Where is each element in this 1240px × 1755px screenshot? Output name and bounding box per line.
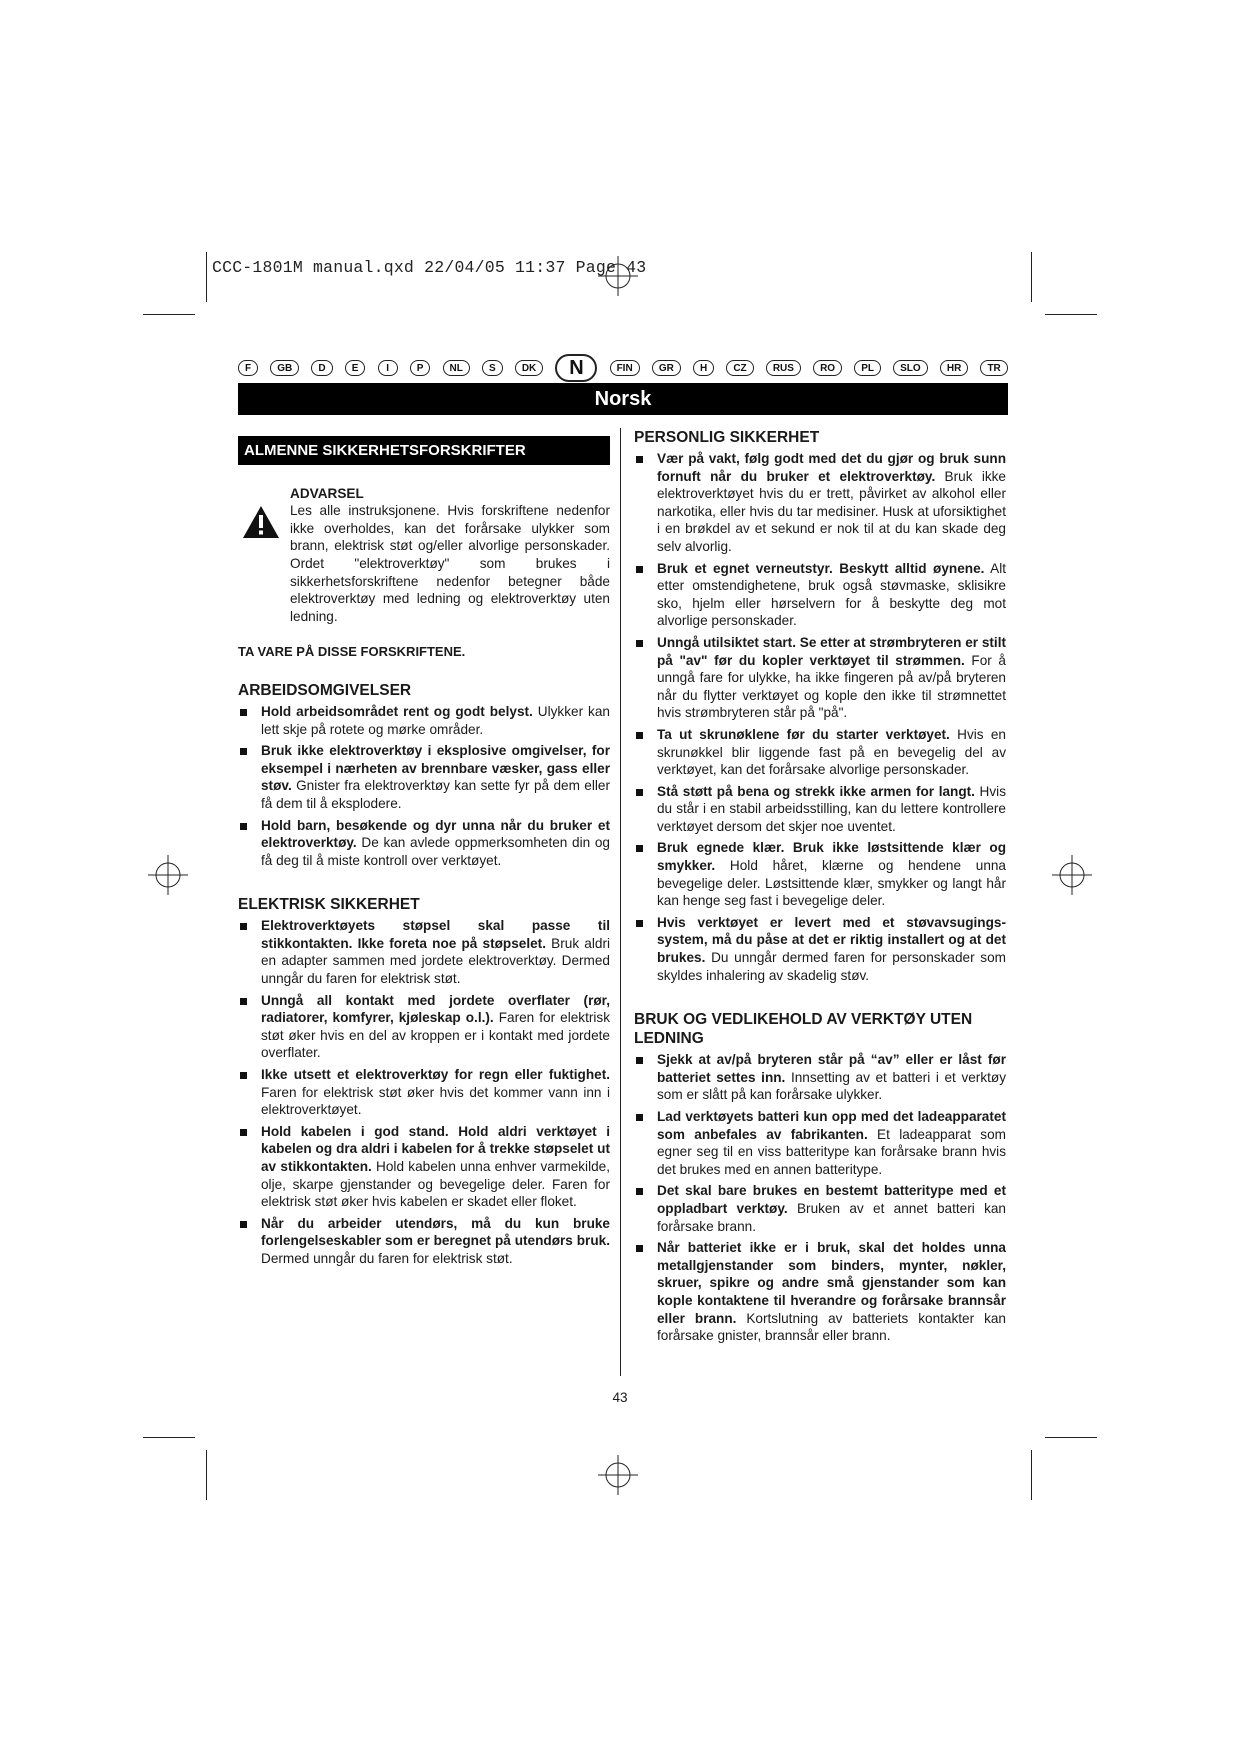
list-item-lead: Når batteriet ikke er i bruk, skal det holdes unna metallgjenstander som binders, mynter, nøkler, skruer, spikre og andre små gjenstander som kan kople kontaktene til hverandre og forårsake brannsår eller brann. <box>657 1240 1006 1326</box>
crop-mark <box>206 252 207 302</box>
warning-title: ADVARSEL <box>290 485 364 501</box>
crop-mark <box>143 1437 195 1438</box>
list-item-text: Alt etter omstendighetene, bruk også støvmaske, sklisikre sko, hjelm eller hørselvern for å beskytte deg mot alvorlige personskader. <box>657 560 1007 629</box>
list-item <box>238 817 610 870</box>
list-item-text: Kortslutning av batteriets kontakter kan forårsake gnister, brannsår eller brann. <box>657 1310 1006 1344</box>
language-tab-n: N <box>555 354 597 382</box>
language-tab-fin: FIN <box>610 360 640 376</box>
list-item-text: Faren for elektrisk støt øker hvis en del av kroppen er i kontakt med jordete overflater. <box>261 1010 610 1061</box>
column-divider <box>620 428 621 1376</box>
right-column <box>634 428 1006 1349</box>
list-item-lead: Ta ut skrunøklene før du starter verktøyet. <box>657 726 950 742</box>
language-tab-pl: PL <box>854 360 881 376</box>
warning-text: Les alle instruksjonene. Hvis forskriftene nedenfor ikke overholdes, kan det forårsake ulykker som brann, elektrisk støt og/eller alvorlige personskader. Ordet "elektroverktøy" som brukes i sikkerhetsforskriftene nedenfor betegner både elektroverktøy med ledning og elektroverktøy uten ledning. <box>290 503 610 624</box>
list-item-text: Hvis du står i en stabil arbeidsstilling, kan du lettere kontrollere verktøyet dersom det skjer noe uventet. <box>657 783 1006 834</box>
list-item-text: Bruken av et annet batteri kan forårsake brann. <box>657 1200 1006 1234</box>
list-item <box>634 1108 1006 1178</box>
list-item-lead: Bruk et egnet verneutstyr. Beskytt alltid øynene. <box>657 560 985 576</box>
list-item-text: Du unngår dermed faren for personskader som skyldes inhalering av skadelig støv. <box>657 950 1006 983</box>
language-tab-nl: NL <box>443 360 470 376</box>
keep-instructions-notice: TA VARE PÅ DISSE FORSKRIFTENE. <box>238 644 466 660</box>
list-item-text: Innsetting av et batteri i et verktøy som er slått på kan forårsake ulykker. <box>657 1069 1006 1103</box>
section-heading: BRUK OG VEDLIKEHOLD AV VERKTØY UTEN LEDNING <box>634 1011 973 1048</box>
list-item <box>634 560 1006 630</box>
list-item-text: Bruk aldri en adapter sammen med jordete elektroverktøy. Dermed unngår du faren for elektrisk støt. <box>261 935 610 987</box>
language-tab-hr: HR <box>940 360 968 376</box>
list-item <box>634 914 1006 984</box>
list-item-lead: Bruk egnede klær. Bruk ikke løstsittende klær og smykker. <box>657 840 1006 874</box>
section-heading: ARBEIDSOMGIVELSER <box>238 681 412 699</box>
list-item <box>238 703 610 738</box>
registration-mark-icon <box>1052 855 1092 895</box>
crop-mark <box>206 1450 207 1500</box>
print-slug: CCC-1801M manual.qxd 22/04/05 11:37 Page 43 <box>212 258 647 277</box>
list-item-lead: Sjekk at av/på bryteren står på “av” eller er låst før batteriet settes inn. <box>657 1052 1006 1085</box>
list-item-text: Hold håret, klærne og hendene unna bevegelige deler. Løstsittende klær, smykker og langt hår kan henge seg fast i bevegelige deler. <box>657 858 1006 909</box>
language-tab-rus: RUS <box>766 360 801 376</box>
warning-triangle-icon <box>242 505 280 539</box>
list-item <box>238 1123 610 1211</box>
list-item-lead: Ikke utsett et elektroverktøy for regn eller fuktighet. <box>261 1067 610 1083</box>
crop-mark <box>1031 1450 1032 1500</box>
list-item <box>634 1182 1006 1235</box>
list-item <box>634 1239 1006 1345</box>
language-tab-s: S <box>482 360 503 376</box>
language-tab-tr: TR <box>980 360 1007 376</box>
language-tab-f: F <box>238 360 258 376</box>
list-item-lead: Bruk ikke elektroverktøy i eksplosive omgivelser, for eksempel i nærheten av brennbare væsker, gass eller støv. <box>261 743 610 794</box>
page-title: Norsk <box>238 383 1008 415</box>
list-item-lead: Når du arbeider utendørs, må du kun bruke forlengelseskabler som er beregnet på utendørs bruk. <box>261 1215 610 1249</box>
crop-mark <box>143 314 195 315</box>
list-item <box>238 742 610 812</box>
section-heading: ELEKTRISK SIKKERHET <box>238 896 420 914</box>
language-tab-gr: GR <box>652 360 681 376</box>
list-item-text: Hold kabelen unna enhver varmekilde, olje, skarpe gjenstander og bevegelige deler. Faren for elektrisk støt øker hvis kabelen er skadet eller floket. <box>261 1159 610 1210</box>
section-heading: PERSONLIG SIKKERHET <box>634 429 820 446</box>
list-item <box>634 783 1006 836</box>
list-item-text: Hvis en skrunøkkel blir liggende fast på en bevegelig del av verktøyet, kan det forårsake alvorlige personskader. <box>657 726 1006 778</box>
language-tab-gb: GB <box>270 360 299 376</box>
language-tab-ro: RO <box>813 360 842 376</box>
crop-mark <box>1045 1437 1097 1438</box>
language-tab-i: I <box>378 360 398 376</box>
registration-mark-icon <box>598 1455 638 1495</box>
list-item <box>634 634 1006 722</box>
list-item-lead: Lad verktøyets batteri kun opp med det ladeapparatet som anbefales av fabrikanten. <box>657 1109 1006 1142</box>
list-item-text: De kan avlede oppmerksomheten din og få deg til å miste kontroll over verktøyet. <box>261 835 610 868</box>
list-item <box>238 1066 610 1119</box>
list-item-lead: Det skal bare brukes en bestemt batteritype med et oppladbart verktøy. <box>657 1183 1006 1216</box>
list-item <box>634 726 1006 779</box>
language-tab-e: E <box>345 360 366 376</box>
language-tab-d: D <box>311 360 332 376</box>
list-item-lead: Stå støtt på bena og strekk ikke armen for langt. <box>657 783 975 799</box>
list-item-lead: Vær på vakt, følg godt med det du gjør og bruk sunn fornuft når du bruker et elektroverktøy. <box>657 451 1006 484</box>
section-title-bar: ALMENNE SIKKERHETSFORSKRIFTER <box>238 436 610 465</box>
language-tab-p: P <box>410 360 431 376</box>
left-column <box>238 428 610 1272</box>
crop-mark <box>1031 252 1032 302</box>
list-item <box>634 839 1006 909</box>
list-item-lead: Elektroverktøyets støpsel skal passe til stikkontakten. Ikke foreta noe på støpselet. <box>261 918 610 951</box>
language-tab-cz: CZ <box>726 360 753 376</box>
list-item <box>238 992 610 1062</box>
bullet-list <box>238 703 610 869</box>
crop-mark <box>1045 314 1097 315</box>
list-item-text: Dermed unngår du faren for elektrisk støt. <box>261 1250 513 1266</box>
left-sections <box>238 681 610 1268</box>
warning-block <box>238 485 610 626</box>
bullet-list <box>634 450 1006 984</box>
list-item <box>238 917 610 987</box>
list-item-text: Gnister fra elektroverktøy kan sette fyr på dem eller få dem til å eksplodere. <box>261 778 610 811</box>
list-item-lead: Unngå all kontakt med jordete overflater (rør, radiatorer, komfyrer, kjøleskap o.l.). <box>261 992 610 1026</box>
page-number: 43 <box>612 1390 628 1405</box>
list-item <box>634 450 1006 556</box>
language-tabs <box>238 353 1008 383</box>
list-item-lead: Unngå utilsiktet start. Se etter at strømbryteren er stilt på "av" før du kopler verktøyet til strømmen. <box>657 634 1006 668</box>
language-tab-h: H <box>693 360 714 376</box>
list-item-lead: Hvis verktøyet er levert med et støvavsugings-system, må du påse at det er riktig installert og at det brukes. <box>657 914 1006 966</box>
bullet-list <box>634 1051 1006 1345</box>
language-tab-slo: SLO <box>893 360 928 376</box>
list-item <box>238 1215 610 1268</box>
list-item-text: Et ladeapparat som egner seg til en viss batteritype kan forårsake brann hvis det brukes med en annen batteritype. <box>657 1126 1006 1177</box>
bullet-list <box>238 917 610 1267</box>
registration-mark-icon <box>148 855 188 895</box>
list-item-lead: Hold arbeidsområdet rent og godt belyst. <box>261 703 533 719</box>
list-item <box>634 1051 1006 1104</box>
list-item-text: Ulykker kan lett skje på rotete og mørke områder. <box>261 703 610 737</box>
list-item-lead: Hold barn, besøkende og dyr unna når du bruker et elektroverktøy. <box>261 817 610 851</box>
list-item-text: Faren for elektrisk støt øker hvis det kommer vann inn i elektroverktøyet. <box>261 1084 610 1118</box>
list-item-text: For å unngå fare for ulykke, ha ikke fingeren på av/på bryteren når du flytter verktøyet og kople den ikke til strømnettet hvis strømbryteren står på "på". <box>657 652 1006 721</box>
list-item-lead: Hold kabelen i god stand. Hold aldri verktøyet i kabelen og dra aldri i kabelen for å trekke støpselet ut av stikkontakten. <box>261 1123 610 1174</box>
language-tab-dk: DK <box>515 360 543 376</box>
list-item-text: Bruk ikke elektroverktøyet hvis du er trett, påvirket av alkohol eller narkotika, eller hvis du tar medisiner. Husk at uforsiktighet i en brøkdel av et sekund er nok til at du kan skade deg selv alvorlig. <box>657 468 1006 554</box>
